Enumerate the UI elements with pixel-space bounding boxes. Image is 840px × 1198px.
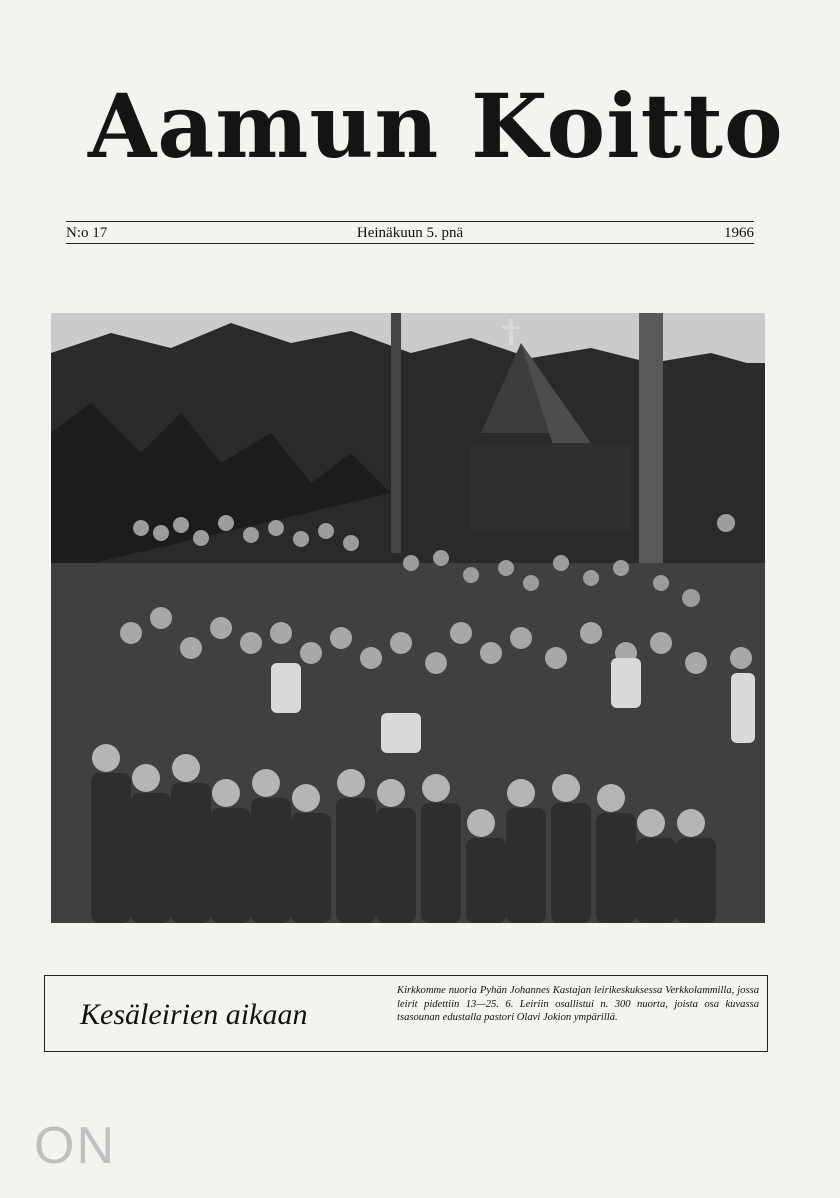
cover-photo-illustration — [51, 313, 765, 923]
watermark: ON — [34, 1117, 116, 1175]
issue-date: Heinäkuun 5. pnä — [356, 225, 464, 241]
cover-photo — [51, 313, 765, 923]
caption-text: Kirkkomme nuoria Pyhän Johannes Kastajan leirikeskuksessa Verkkolammilla, jossa leirit pidettiin 13—25. 6. Leiriin osallistui n. 300 nuorta, joista osa kuvassa tsasounan edustalla pastori Olavi Jokion ympärillä. — [397, 985, 759, 1023]
caption-box — [44, 975, 768, 1052]
issue-number: N:o 17 — [66, 225, 108, 241]
masthead-rule-bottom — [66, 243, 754, 244]
masthead-rule-top — [66, 221, 754, 222]
issue-year: 1966 — [724, 225, 754, 241]
issue-line — [66, 224, 754, 242]
masthead-title: Aamun Koitto — [88, 74, 784, 178]
caption-title: Kesäleirien aikaan — [80, 998, 308, 1031]
